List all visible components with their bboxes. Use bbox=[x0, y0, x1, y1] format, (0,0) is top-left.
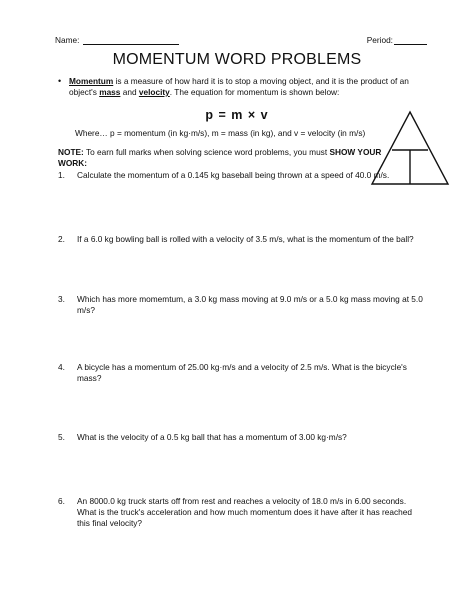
period-label: Period: bbox=[366, 35, 393, 45]
question-text: If a 6.0 kg bowling ball is rolled with a velocity of 3.5 m/s, what is the momentum of the ball? bbox=[77, 234, 414, 244]
intro-text-1: is a measure of how hard it is to stop a moving object, and it is the product of an object's bbox=[69, 76, 409, 97]
question-text: An 8000.0 kg truck starts off from rest and reaches a velocity of 18.0 m/s in 6.00 seconds. What is the truck's acceleration and how much momentum does it have after it has reached this final velocity? bbox=[77, 496, 413, 528]
question-number: 1. bbox=[58, 170, 65, 180]
question-number: 2. bbox=[58, 234, 65, 244]
header-row bbox=[55, 35, 430, 47]
question-text: What is the velocity of a 0.5 kg ball that has a momentum of 3.00 kg·m/s? bbox=[77, 432, 347, 442]
question-text: Which has more momemtum, a 3.0 kg mass moving at 9.0 m/s or a 5.0 kg mass moving at 5.0 m/s? bbox=[77, 294, 423, 315]
momentum-equation: p = m × v bbox=[205, 108, 269, 122]
page-title: MOMENTUM WORD PROBLEMS bbox=[112, 51, 362, 68]
question-number: 5. bbox=[58, 432, 65, 442]
question-number: 4. bbox=[58, 362, 65, 372]
period-blank[interactable] bbox=[394, 44, 427, 45]
bullet-icon: • bbox=[58, 76, 62, 86]
note-text: To earn full marks when solving science word problems, you must bbox=[83, 147, 330, 157]
name-blank[interactable] bbox=[83, 44, 179, 45]
question-number: 3. bbox=[58, 294, 65, 304]
question-text: A bicycle has a momentum of 25.00 kg·m/s and a velocity of 2.5 m/s. What is the bicycle's mass? bbox=[77, 362, 407, 383]
question-number: 6. bbox=[58, 496, 65, 506]
intro-and: and bbox=[120, 87, 139, 97]
intro-text-2: . The equation for momentum is shown below: bbox=[169, 87, 340, 97]
variable-definitions: Where… p = momentum (in kg·m/s), m = mass (in kg), and v = velocity (in m/s) bbox=[75, 128, 366, 138]
intro-text bbox=[69, 76, 419, 98]
question-text: Calculate the momentum of a 0.145 kg baseball being thrown at a speed of 40.0 m/s. bbox=[77, 170, 390, 180]
note-label: NOTE: bbox=[58, 147, 84, 157]
note-bold: SHOW YOUR WORK: bbox=[58, 147, 382, 168]
term-velocity: velocity bbox=[138, 87, 170, 97]
name-label: Name: bbox=[55, 35, 80, 45]
note bbox=[58, 147, 408, 169]
term-momentum: Momentum bbox=[69, 76, 114, 86]
term-mass: mass bbox=[99, 87, 121, 97]
